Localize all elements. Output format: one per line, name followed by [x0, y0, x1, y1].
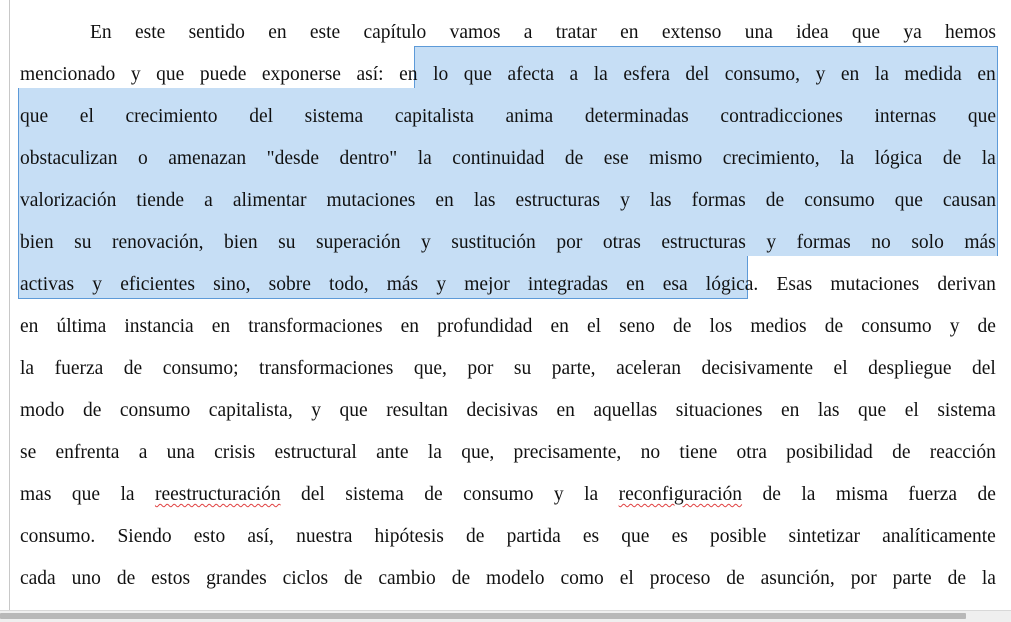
word: formas: [691, 190, 746, 211]
word: es: [671, 526, 688, 547]
word: otra: [736, 442, 767, 463]
text-line: [20, 102, 996, 132]
word: consumo: [463, 484, 534, 505]
word: capitalista,: [208, 400, 293, 421]
word: se: [20, 442, 37, 463]
word: la: [981, 568, 996, 589]
word: las: [817, 400, 840, 421]
word: así:: [356, 64, 384, 85]
word: sintetizar: [788, 526, 860, 547]
word: aceleran: [616, 358, 681, 379]
word: en: [20, 316, 39, 337]
word: partida: [506, 526, 561, 547]
word: y: [620, 190, 630, 211]
word: consumo;: [162, 358, 239, 379]
word: que,: [413, 358, 447, 379]
word: del: [301, 484, 325, 505]
word: de: [942, 148, 962, 169]
word: otras: [602, 232, 641, 253]
word: consumo: [804, 190, 875, 211]
word: la: [120, 484, 135, 505]
word: parte: [892, 568, 932, 589]
word: asunción,: [760, 568, 835, 589]
word: parte,: [551, 358, 596, 379]
word: transformaciones: [248, 316, 383, 337]
word: que: [967, 106, 996, 127]
word: que,: [461, 442, 495, 463]
word: su: [278, 232, 296, 253]
word: esfera: [623, 64, 670, 85]
word: que: [339, 400, 368, 421]
word: Esas: [776, 274, 813, 295]
word: crisis: [214, 442, 256, 463]
word: internas: [874, 106, 937, 127]
word: a: [204, 190, 213, 211]
word: la: [593, 64, 608, 85]
word: sistema: [937, 400, 996, 421]
text-line: [20, 270, 996, 300]
word: posibilidad: [786, 442, 873, 463]
word: proceso: [649, 568, 711, 589]
word: exponerse: [261, 64, 341, 85]
word: lógica.: [705, 274, 759, 295]
word: ciclos: [282, 568, 329, 589]
word: y: [436, 274, 447, 295]
word: posible: [710, 526, 767, 547]
text-line: [20, 438, 996, 468]
word: vamos: [449, 22, 501, 43]
word: bien: [20, 232, 54, 253]
word: la: [801, 484, 816, 505]
word: ya: [903, 22, 922, 43]
word: su: [513, 358, 532, 379]
word: causan: [942, 190, 996, 211]
word: lógica: [874, 148, 923, 169]
word: eficientes: [120, 274, 195, 295]
word: estructuras: [661, 232, 746, 253]
word: por: [556, 232, 583, 253]
word: y: [766, 232, 777, 253]
word: consumo,: [724, 64, 801, 85]
word: sistema: [345, 484, 404, 505]
word: analíticamente: [882, 526, 996, 547]
word: una: [744, 22, 773, 43]
word: hemos: [945, 22, 996, 43]
word: estructural: [274, 442, 357, 463]
word: que: [621, 526, 650, 547]
word: consumo: [861, 316, 932, 337]
word: y: [553, 484, 564, 505]
misspelled-word: reestructuración: [154, 484, 281, 505]
word: la: [20, 358, 35, 379]
word: precisamente,: [513, 442, 622, 463]
text-line: [20, 60, 996, 90]
text-line: [90, 18, 996, 48]
word: medios: [750, 316, 807, 337]
word: uno: [71, 568, 101, 589]
word: y: [815, 64, 826, 85]
word: esto: [193, 526, 226, 547]
word: seno: [619, 316, 655, 337]
word: el: [833, 358, 848, 379]
word: enfrenta: [55, 442, 120, 463]
word: así,: [247, 526, 274, 547]
word: en: [620, 22, 639, 43]
word: mismo: [649, 148, 703, 169]
word: situaciones: [675, 400, 763, 421]
word: el: [79, 106, 94, 127]
word: mutaciones: [326, 190, 416, 211]
word: la: [427, 442, 442, 463]
word: este: [309, 22, 341, 43]
word: integradas: [527, 274, 608, 295]
word: modelo: [486, 568, 545, 589]
word: hipótesis: [374, 526, 444, 547]
word: que: [156, 64, 185, 85]
word: que: [851, 22, 881, 43]
word: a: [138, 442, 148, 463]
word: última: [56, 316, 107, 337]
text-line: [20, 564, 996, 594]
word: no: [640, 442, 661, 463]
word: sistema: [304, 106, 364, 127]
word: en: [400, 316, 420, 337]
word: de: [672, 316, 692, 337]
word: que: [20, 106, 49, 127]
word: y: [92, 274, 103, 295]
word: o: [137, 148, 148, 169]
word: a: [523, 22, 533, 43]
word: dentro": [339, 148, 398, 169]
word: más: [386, 274, 419, 295]
word: el: [619, 568, 634, 589]
word: de: [765, 190, 785, 211]
word: la: [417, 148, 432, 169]
word: por: [850, 568, 877, 589]
scrollbar-thumb[interactable]: [0, 613, 966, 619]
word: de: [123, 358, 143, 379]
word: en: [840, 64, 860, 85]
text-line: [20, 522, 996, 552]
text-line: [20, 480, 996, 510]
word: tiene: [679, 442, 718, 463]
word: en: [626, 274, 645, 295]
word: en: [550, 316, 569, 337]
word: en: [268, 22, 287, 43]
word: como: [560, 568, 604, 589]
word: este: [134, 22, 166, 43]
word: la: [981, 148, 996, 169]
word: del: [972, 358, 996, 379]
word: no: [871, 232, 891, 253]
word: todo,: [329, 274, 369, 295]
word: de: [82, 400, 102, 421]
word: superación: [316, 232, 401, 253]
word: su: [74, 232, 92, 253]
word: transformaciones: [259, 358, 394, 379]
word: de: [892, 442, 911, 463]
word: y: [311, 400, 321, 421]
misspelled-word: reconfiguración: [618, 484, 743, 505]
word: cambio: [378, 568, 436, 589]
word: de: [947, 568, 966, 589]
text-line: [20, 186, 996, 216]
word: formas: [796, 232, 851, 253]
word: continuidad: [452, 148, 545, 169]
word: sentido: [188, 22, 245, 43]
word: los: [709, 316, 733, 337]
word: valorización: [20, 190, 117, 211]
word: las: [649, 190, 672, 211]
word: resultan: [386, 400, 448, 421]
word: derivan: [937, 274, 996, 295]
horizontal-scrollbar[interactable]: [0, 610, 1011, 622]
word: es: [582, 526, 600, 547]
word: que: [463, 64, 492, 85]
word: que: [894, 190, 923, 211]
word: en: [399, 64, 418, 85]
word: a: [569, 64, 579, 85]
word: despliegue: [868, 358, 952, 379]
word: sobre: [268, 274, 311, 295]
word: en: [211, 316, 231, 337]
word: de: [762, 484, 781, 505]
word: la: [584, 484, 599, 505]
text-line: [20, 144, 996, 174]
word: cada: [20, 568, 56, 589]
text-line: [20, 354, 996, 384]
word: idea: [796, 22, 829, 43]
text-line: [20, 228, 996, 258]
word: ese: [603, 148, 629, 169]
word: el: [587, 316, 602, 337]
word: capitalista: [394, 106, 474, 127]
word: que: [71, 484, 101, 505]
word: instancia: [124, 316, 194, 337]
word: "desde: [266, 148, 319, 169]
word: y: [949, 316, 960, 337]
word: de: [116, 568, 136, 589]
word: crecimiento,: [722, 148, 820, 169]
word: consumo.: [20, 526, 96, 547]
word: consumo: [119, 400, 191, 421]
word: estructuras: [515, 190, 601, 211]
word: de: [564, 148, 584, 169]
word: amenazan: [168, 148, 247, 169]
word: en: [977, 64, 996, 85]
word: activas: [20, 274, 75, 295]
word: profundidad: [437, 316, 533, 337]
word: una: [166, 442, 195, 463]
text-line: [20, 396, 996, 426]
word: renovación,: [111, 232, 204, 253]
word: de: [424, 484, 443, 505]
word: bien: [224, 232, 258, 253]
word: sino,: [213, 274, 251, 295]
word: Siendo: [117, 526, 172, 547]
word: En: [90, 22, 112, 43]
word: esa: [662, 274, 688, 295]
word: capítulo: [363, 22, 427, 43]
word: de: [977, 316, 996, 337]
word: medida: [904, 64, 962, 85]
word: lo: [433, 64, 449, 85]
word: misma: [835, 484, 888, 505]
word: extenso: [661, 22, 722, 43]
word: modo: [20, 400, 65, 421]
word: reacción: [929, 442, 996, 463]
word: el: [904, 400, 919, 421]
word: mas: [20, 484, 52, 505]
word: tiende: [136, 190, 185, 211]
word: aquellas: [593, 400, 658, 421]
word: determinadas: [584, 106, 689, 127]
word: obstaculizan: [20, 148, 118, 169]
word: anima: [505, 106, 554, 127]
word: mencionado: [20, 64, 116, 85]
word: del: [685, 64, 710, 85]
word: de: [824, 316, 844, 337]
word: alimentar: [232, 190, 307, 211]
word: fuerza: [908, 484, 957, 505]
word: sustitución: [451, 232, 536, 253]
word: ante: [376, 442, 409, 463]
word: fuerza: [54, 358, 104, 379]
word: de: [451, 568, 471, 589]
word: de: [344, 568, 363, 589]
word: y: [421, 232, 431, 253]
word: puede: [199, 64, 247, 85]
word: en: [556, 400, 575, 421]
word: mejor: [464, 274, 510, 295]
word: tratar: [555, 22, 597, 43]
word: la: [840, 148, 855, 169]
word: mutaciones: [830, 274, 920, 295]
word: más: [964, 232, 996, 253]
word: las: [473, 190, 496, 211]
word: contradicciones: [720, 106, 843, 127]
word: por: [467, 358, 494, 379]
word: de: [977, 484, 996, 505]
word: del: [249, 106, 274, 127]
word: la: [874, 64, 889, 85]
word: estos: [151, 568, 191, 589]
word: que: [858, 400, 887, 421]
word: crecimiento: [125, 106, 218, 127]
word: solo: [911, 232, 944, 253]
word: de: [726, 568, 745, 589]
text-line: [20, 312, 996, 342]
word: en: [780, 400, 800, 421]
word: decisivamente: [701, 358, 814, 379]
word: grandes: [206, 568, 267, 589]
word: de: [466, 526, 485, 547]
word: nuestra: [296, 526, 353, 547]
word: decisivas: [466, 400, 538, 421]
word: afecta: [507, 64, 554, 85]
word: en: [435, 190, 454, 211]
word: y: [130, 64, 141, 85]
